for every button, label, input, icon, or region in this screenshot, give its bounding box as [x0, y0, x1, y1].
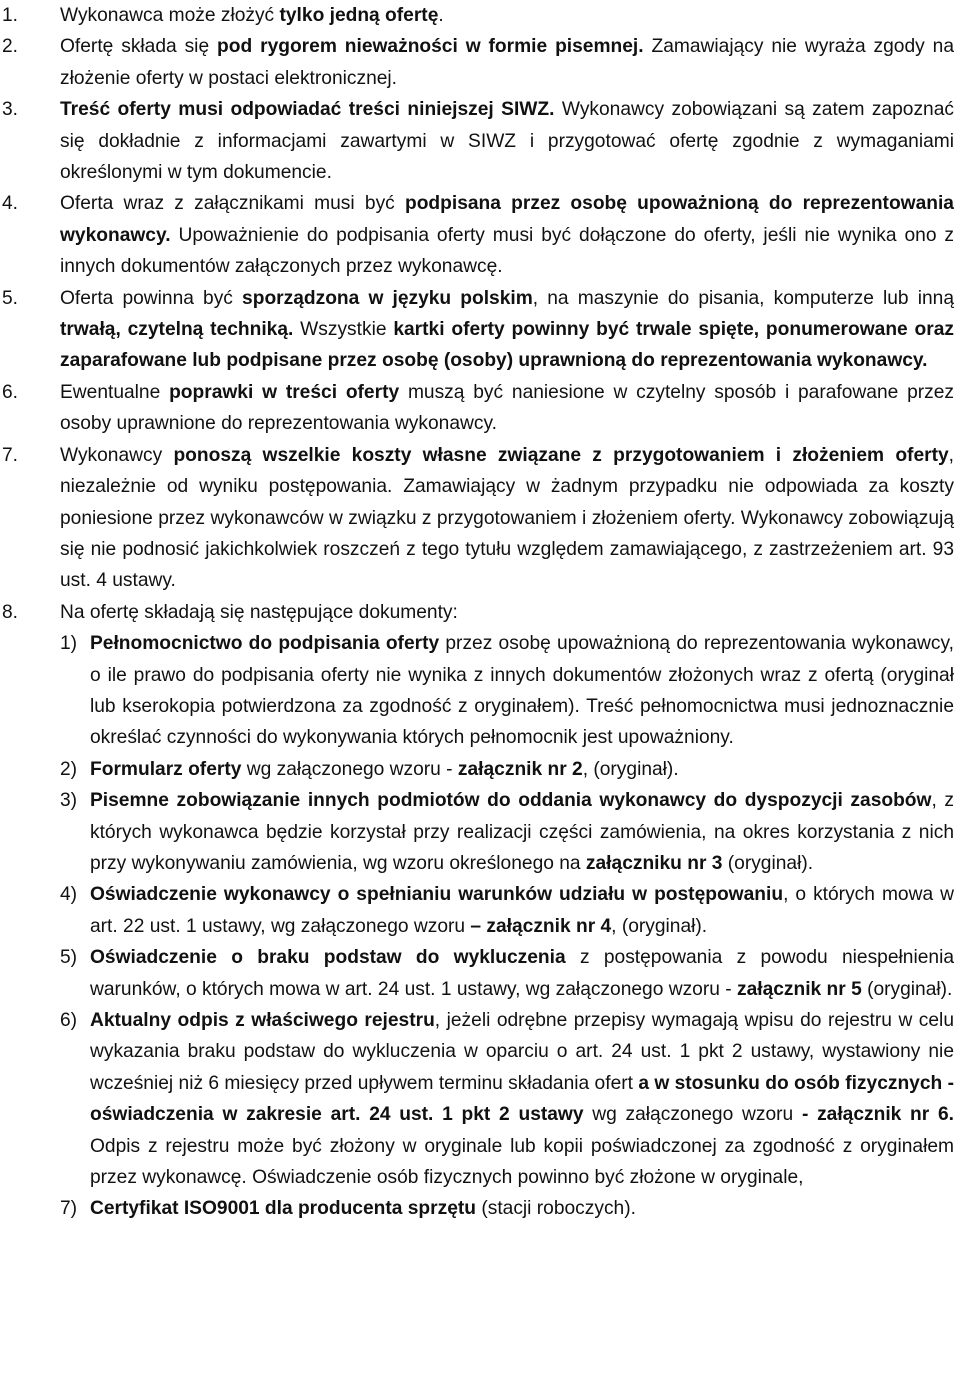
list-item [2, 0, 954, 31]
subitem-text: Aktualny odpis z właściwego rejestru, jeżeli odrębne przepisy wymagają wpisu do rejestru w celu wykazania braku podstaw do wykluczenia w oparciu o art. 24 ust. 1 pkt 2 ustawy, wystawiony nie wcześniej niż 6 miesięcy przed upływem terminu składania ofert a w stosunku do osób fizycznych - oświadczenia w zakresie art. 24 ust. 1 pkt 2 ustawy wg załączonego wzoru - załącznik nr 6. Odpis z rejestru może być złożony w oryginale lub kopii poświadczonej za zgodność z oryginałem przez wykonawcę. Oświadczenie osób fizycznych powinno być złożone w oryginale, [90, 1010, 954, 1189]
item-number: 2. [2, 36, 19, 58]
item-number: 6. [2, 381, 19, 403]
list-item [2, 283, 954, 377]
sublist-item [60, 1193, 954, 1224]
sublist-item [60, 879, 954, 942]
item-number: 8. [2, 601, 19, 623]
subitem-text: Pełnomocnictwo do podpisania oferty przez osobę upoważnioną do reprezentowania wykonawcy, o ile prawo do podpisania oferty nie wynika z innych dokumentów złożonych wraz z ofertą (oryginał lub kserokopia potwierdzona za zgodność z oryginałem). Treść pełnomocnictwa musi jednoznacznie określać czynności do wykonywania których pełnomocnik jest upoważniony. [90, 633, 954, 749]
list-item [2, 440, 954, 597]
item-text: Treść oferty musi odpowiadać treści niniejszej SIWZ. Wykonawcy zobowiązani są zatem zapoznać się dokładnie z informacjami zawartymi w SIWZ i przygotować ofertę zgodnie z wymaganiami określonymi w tym dokumencie. [60, 99, 954, 184]
item-text: Wykonawca może złożyć tylko jedną ofertę. [60, 5, 444, 26]
subitem-text: Oświadczenie o braku podstaw do wykluczenia z postępowania z powodu niespełnienia warunków, o których mowa w art. 24 ust. 1 ustawy, wg załączonego wzoru - załącznik nr 5 (oryginał). [90, 947, 954, 1000]
list-item [2, 31, 954, 94]
list-item [2, 377, 954, 440]
item-text: Na ofertę składają się następujące dokumenty: [60, 601, 458, 623]
sublist-item [60, 628, 954, 754]
subitem-number: 7) [60, 1198, 78, 1220]
item-number: 5. [2, 287, 19, 309]
item-text: Ewentualne poprawki w treści oferty muszą być naniesione w czytelny sposób i parafowane przez osoby uprawnione do reprezentowania wykonawcy. [60, 381, 955, 435]
list-item [2, 597, 954, 1225]
documents-sublist [60, 628, 954, 1225]
sublist-item [60, 942, 954, 1005]
subitem-number: 4) [60, 884, 78, 906]
subitem-text: Pisemne zobowiązanie innych podmiotów do oddania wykonawcy do dyspozycji zasobów, z których wykonawca będzie korzystał przy realizacji części zamówienia, na okres korzystania z nich przy wykonywaniu zamówienia, wg wzoru określonego na załączniku nr 3 (oryginał). [90, 790, 954, 874]
item-number: 1. [2, 5, 19, 26]
subitem-text: Certyfikat ISO9001 dla producenta sprzętu (stacji roboczych). [90, 1198, 636, 1220]
list-item [2, 94, 954, 188]
list-item [2, 188, 954, 282]
subitem-number: 1) [60, 633, 78, 655]
subitem-number: 5) [60, 947, 78, 969]
item-text: Ofertę składa się pod rygorem nieważności w formie pisemnej. Zamawiający nie wyraża zgody na złożenie oferty w postaci elektronicznej. [60, 36, 954, 89]
item-number: 7. [2, 444, 19, 466]
item-text: Oferta wraz z załącznikami musi być podpisana przez osobę upoważnioną do reprezentowania wykonawcy. Upoważnienie do podpisania oferty musi być dołączone do oferty, jeśli nie wynika ono z innych dokumentów załączonych przez wykonawcę. [60, 193, 954, 278]
sublist-item [60, 785, 954, 879]
subitem-text: Oświadczenie wykonawcy o spełnianiu warunków udziału w postępowaniu, o których mowa w art. 22 ust. 1 ustawy, wg załączonego wzoru – załącznik nr 4, (oryginał). [90, 884, 954, 937]
subitem-number: 6) [60, 1010, 78, 1031]
subitem-number: 3) [60, 790, 78, 812]
item-text: Oferta powinna być sporządzona w języku polskim, na maszynie do pisania, komputerze lub inną trwałą, czytelną techniką. Wszystkie kartki oferty powinny być trwale spięte, ponumerowane oraz zaparafowane lub podpisane przez osobę (osoby) uprawnioną do reprezentowania wykonawcy. [60, 287, 955, 372]
subitem-text: Formularz oferty wg załączonego wzoru - załącznik nr 2, (oryginał). [90, 758, 679, 780]
sublist-item [60, 1005, 954, 1193]
sublist-item [60, 754, 954, 785]
item-number: 3. [2, 99, 19, 121]
item-text: Wykonawcy ponoszą wszelkie koszty własne związane z przygotowaniem i złożeniem oferty, niezależnie od wyniku postępowania. Zamawiający w żadnym przypadku nie odpowiada za koszty poniesione przez wykonawców w związku z przygotowaniem i złożeniem oferty. Wykonawcy zobowiązują się nie podnosić jakichkolwiek roszczeń z tego tytułu względem zamawiającego, z zastrzeżeniem art. 93 ust. 4 ustawy. [60, 444, 954, 592]
subitem-number: 2) [60, 758, 78, 780]
requirements-list [2, 0, 954, 1225]
item-number: 4. [2, 193, 19, 215]
